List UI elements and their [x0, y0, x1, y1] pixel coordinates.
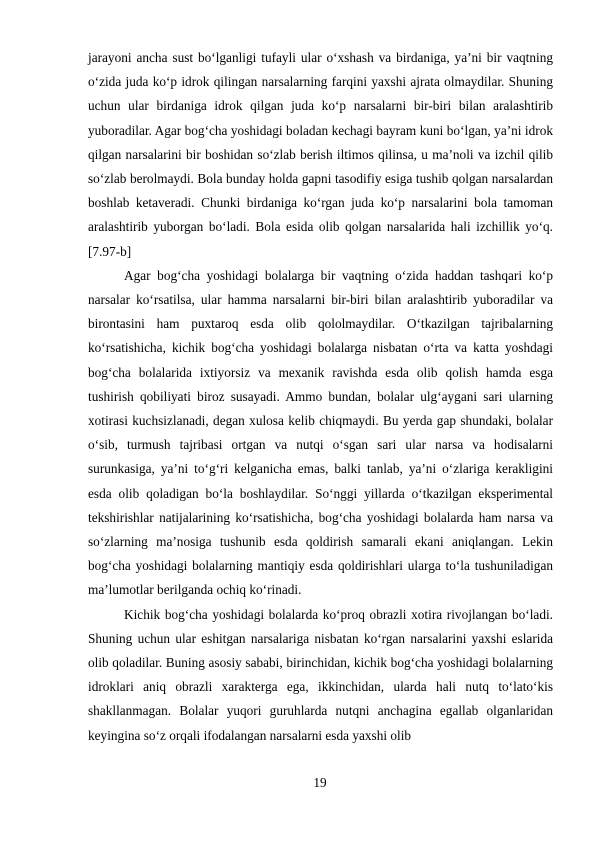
body-text: [88, 46, 553, 748]
paragraph-continued: jarayoni ancha sust bo‘lganligi tufayli ular o‘xshash va birdaniga, ya’ni bir vaqtning o‘zida juda ko‘p idrok qilingan narsalarning farqini yaxshi ajrata olmaydilar. Shuning uchun ular birdaniga idrok qilgan juda ko‘p narsalarni bir-biri bilan aralashtirib yuboradilar. Agar bog‘cha yoshidagi boladan kechagi bayram kuni bo‘lgan, ya’ni idrok qilgan narsalarini bir boshidan so‘zlab berish iltimos qilinsa, u ma’noli va izchil qilib so‘zlab berolmaydi. Bola bunday holda gapni tasodifiy esiga tushib qolgan narsalardan boshlab ketaveradi. Chunki birdaniga ko‘rgan juda ko‘p narsalarini bola tamoman aralashtirib yuborgan bo‘ladi. Bola esida olib qolgan narsalarida hali izchillik yo‘q. [7.97-b]: [88, 50, 553, 259]
paragraph: Agar bog‘cha yoshidagi bolalarga bir vaqtning o‘zida haddan tashqari ko‘p narsalar ko‘rsatilsa, ular hamma narsalarni bir-biri bilan aralashtirib yuboradilar va birontasini ham puxtaroq esda olib qololmaydilar. O‘tkazilgan tajribalarning ko‘rsatishicha, kichik bog‘cha yoshidagi bolalarga nisbatan o‘rta va katta yoshdagi bog‘cha bolalarida ixtiyorsiz va mexanik ravishda esda olib qolish hamda esga tushirish qobiliyati biroz susayadi. Ammo bundan, bolalar ulg‘aygani sari ularning xotirasi kuchsizlanadi, degan xulosa kelib chiqmaydi. Bu yerda gap shundaki, bolalar o‘sib, turmush tajribasi ortgan va nutqi o‘sgan sari ular narsa va hodisalarni surunkasiga, ya’ni to‘g‘ri kelganicha emas, balki tanlab, ya’ni o‘zlariga kerakligini esda olib qoladigan bo‘la boshlaydilar. So‘nggi yillarda o‘tkazilgan eksperimental tekshirishlar natijalarining ko‘rsatishicha, bog‘cha yoshidagi bolalarda ham narsa va so‘zlarning ma’nosiga tushunib esda qoldirish samarali ekani aniqlangan. Lekin bog‘cha yoshidagi bolalarning mantiqiy esda qoldirishlari ularga to‘la tushuniladigan ma’lumotlar berilganda ochiq ko‘rinadi.: [88, 267, 553, 598]
paragraph: Kichik bog‘cha yoshidagi bolalarda ko‘proq obrazli xotira rivojlangan bo‘ladi. Shuning uchun ular eshitgan narsalariga nisbatan ko‘rgan narsalarini yaxshi eslarida olib qoladilar. Buning asosiy sababi, birinchidan, kichik bog‘cha yoshidagi bolalarning idroklari aniq obrazli xarakterga ega, ikkinchidan, ularda hali nutq to‘lato‘kis shakllanmagan. Bolalar yuqori guruhlarda nutqni anchagina egallab olganlaridan keyingina so‘z orqali ifodalangan narsalarni esda yaxshi olib: [88, 606, 553, 743]
page-number: 19: [313, 775, 327, 790]
